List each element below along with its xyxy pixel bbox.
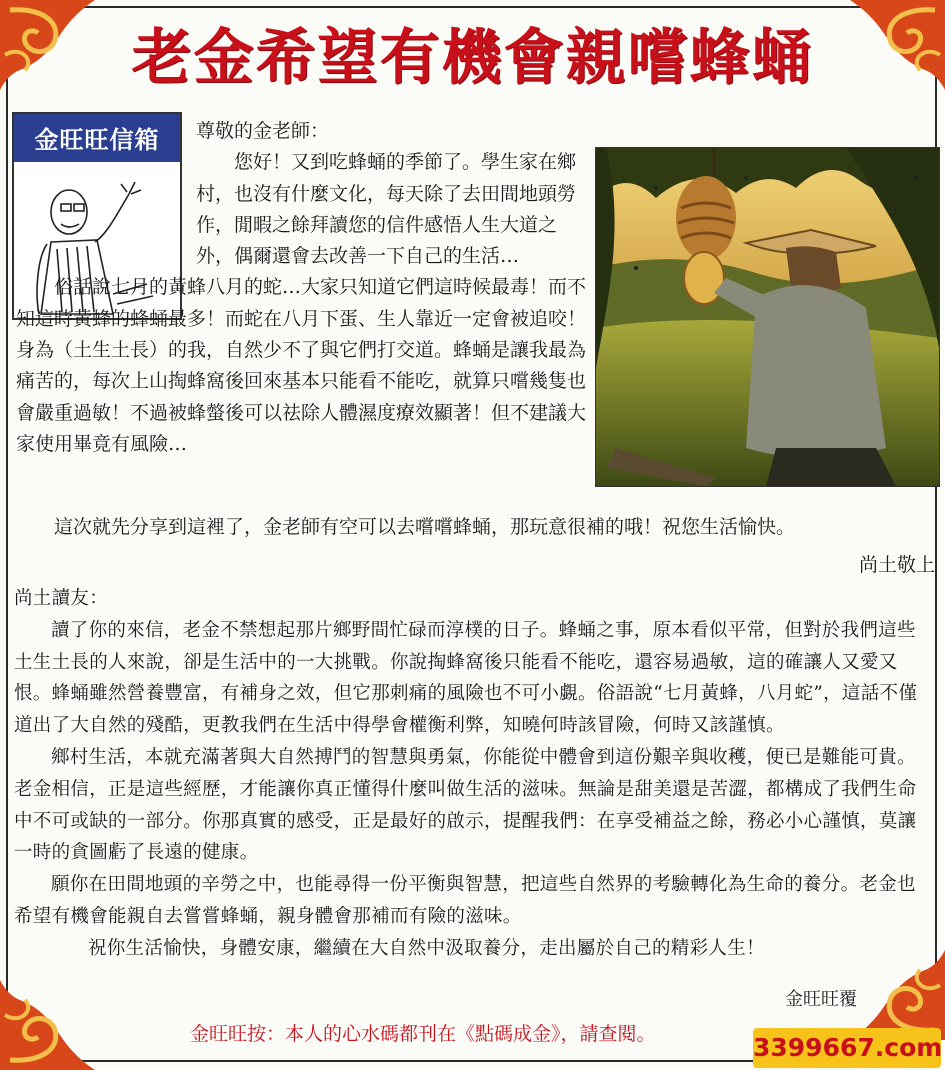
- corner-ornament-bottom-left: [0, 970, 120, 1070]
- letter-signature: 尚土敬上: [858, 554, 935, 576]
- reply-letter: [14, 583, 934, 965]
- corner-ornament-top-left: [0, 0, 120, 100]
- reply-paragraph-2: 鄉村生活，本就充滿著與大自然搏鬥的智慧與勇氣，你能從中體會到這份艱辛與收穫，便已是難能可貴。老金相信，正是這些經歷，才能讓你真正懂得什麼叫做生活的滋味。無論是甜美還是苦澀，都構成了我們生命中不可或缺的一部分。你那真實的感受，正是最好的啟示，提醒我們：在享受補益之餘，務必小心謹慎，莫讓一時的貪圖虧了長遠的健康。: [14, 746, 917, 864]
- reader-letter: [16, 116, 586, 460]
- reply-paragraph-3: 願你在田間地頭的辛勞之中，也能尋得一份平衡與智慧，把這些自然界的考驗轉化為生命的養分。老金也希望有機會能親自去嘗嘗蜂蛹，親身體會那補而有險的滋味。: [14, 874, 916, 927]
- letter-paragraph-2: 俗話說七月的黃蜂八月的蛇…大家只知道它們這時候最毒！而不知這時黃蜂的蜂蛹最多！而蛇在八月下蛋、生人靠近一定會被追咬！身為（土生土長）的我，自然少不了與它們打交道。蜂蛹是讓我最為痛苦的，每次上山掏蜂窩後回來基本只能看不能吃，就算只嚐幾隻也會嚴重過敏！不過被蜂螫後可以祛除人體濕度療效顯著！但不建議大家使用畢竟有風險…: [16, 276, 587, 455]
- footer-note: 金旺旺按：本人的心水碼都刊在《點碼成金》，請查閱。: [190, 1023, 656, 1045]
- letter-paragraph-1: 您好！又到吃蜂蛹的季節了。學生家在鄉村，也沒有什麼文化，每天除了去田間地頭勞作，閒暇之餘拜讀您的信件感悟人生大道之外，偶爾還會去改善一下自己的生活…: [196, 151, 577, 268]
- beekeeper-illustration: [595, 147, 940, 487]
- reply-paragraph-4: 祝你生活愉快，身體安康，繼續在大自然中汲取養分，走出屬於自己的精彩人生！: [88, 937, 765, 959]
- letter-paragraph-3: 這次就先分享到這裡了，金老師有空可以去嚐嚐蜂蛹，那玩意很補的哦！祝您生活愉快。: [54, 516, 796, 538]
- corner-ornament-top-right: [825, 0, 945, 100]
- reply-signature: 金旺旺覆: [785, 989, 857, 1010]
- reply-salutation: 尚土讀友：: [14, 588, 109, 609]
- page-title: 老金希望有機會親嚐蜂蛹: [131, 23, 814, 93]
- letter-salutation: 尊敬的金老師：: [196, 120, 330, 142]
- reply-paragraph-1: 讀了你的來信，老金不禁想起那片鄉野間忙碌而淳樸的日子。蜂蛹之事，原本看似平常，但對於我們這些土生土長的人來說，卻是生活中的一大挑戰。你說掏蜂窩後只能看不能吃，還容易過敏，這的確讓人又愛又恨。蜂蛹雖然營養豐富，有補身之效，但它那刺痛的風險也不可小覷。俗語說“七月黃蜂，八月蛇”，這話不僅道出了大自然的殘酷，更教我們在生活中得學會權衡利弊，知曉何時該冒險，何時又該謹慎。: [14, 619, 918, 737]
- site-watermark: 3399667.com: [753, 1028, 941, 1068]
- column-label: 金旺旺信箱: [14, 114, 180, 162]
